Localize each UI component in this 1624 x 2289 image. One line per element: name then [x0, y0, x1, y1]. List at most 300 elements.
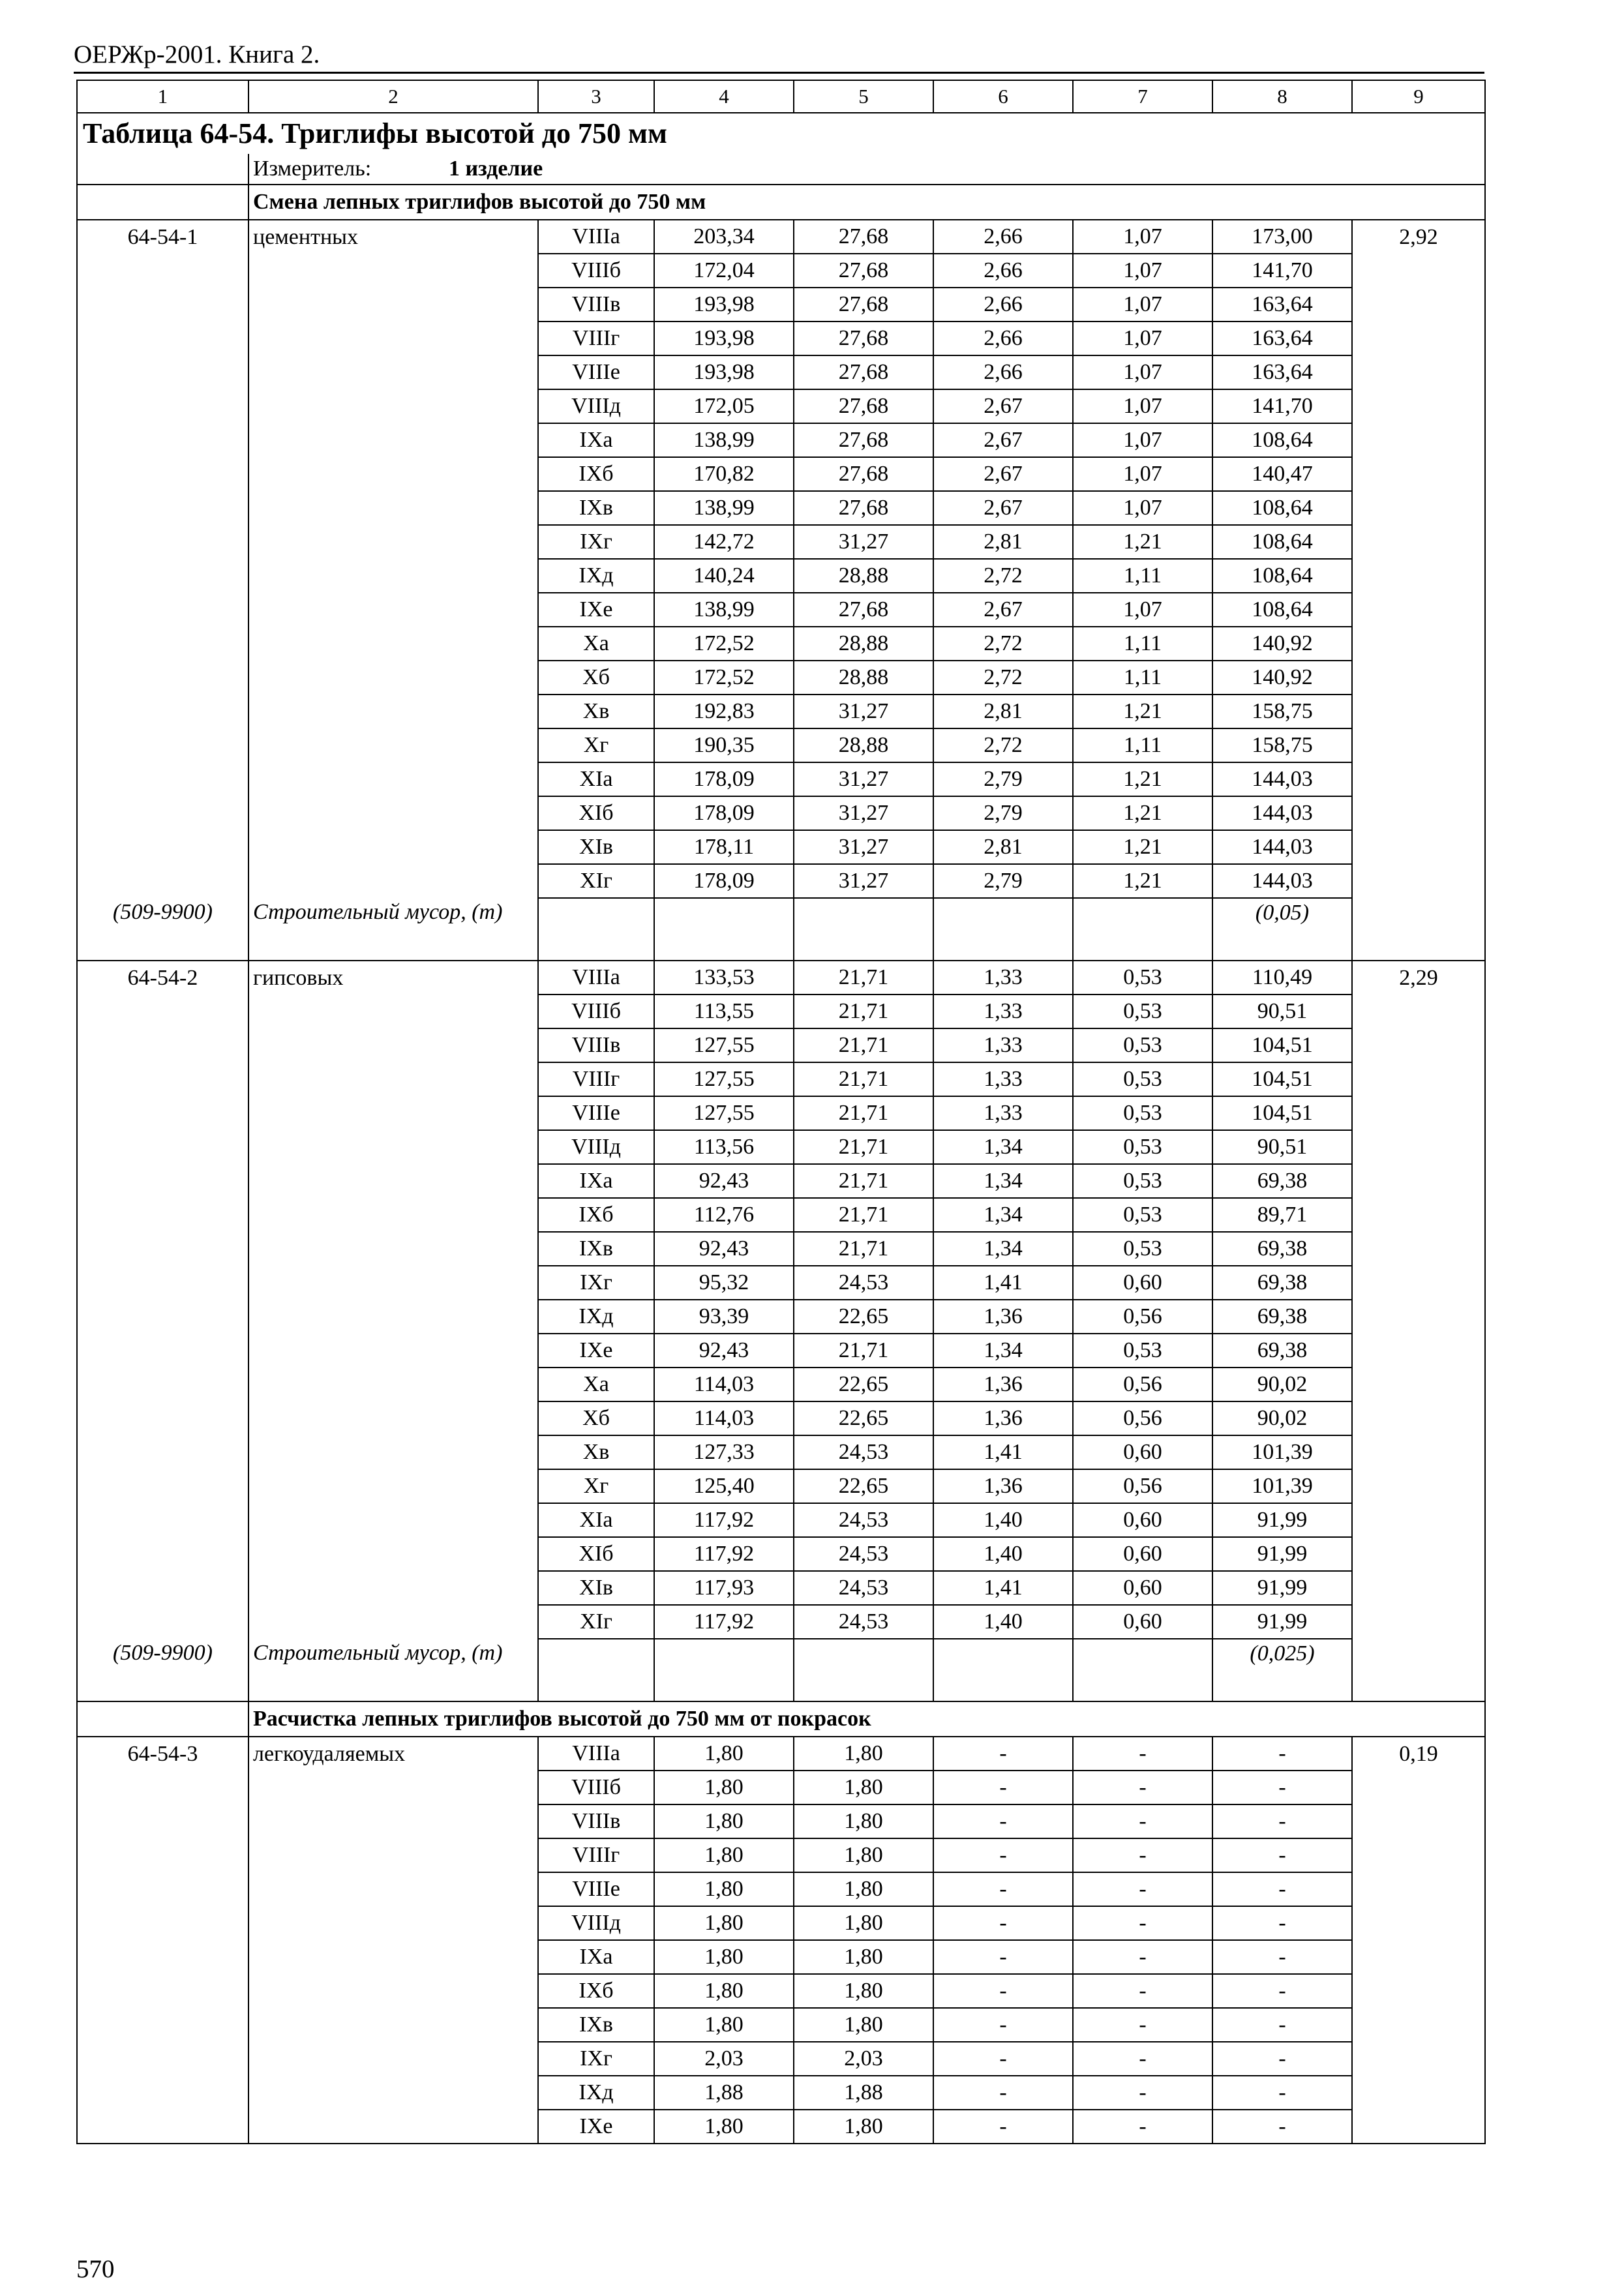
rate-code — [77, 1838, 248, 1872]
col9-value — [1352, 1198, 1485, 1232]
rate-code — [77, 864, 248, 898]
value-cell: 0,60 — [1073, 1435, 1212, 1469]
table-row — [77, 1737, 1485, 1771]
value-cell: 140,92 — [1212, 627, 1352, 661]
value-cell: 1,36 — [933, 1401, 1073, 1435]
col9-value — [1352, 864, 1485, 898]
rate-name — [248, 1838, 538, 1872]
zone-cell: Xб — [538, 1401, 654, 1435]
column-number: 1 — [77, 80, 248, 113]
value-cell: 21,71 — [794, 1164, 933, 1198]
value-cell: 1,34 — [933, 1334, 1073, 1368]
rate-code — [77, 1974, 248, 2008]
rate-name — [248, 559, 538, 593]
value-cell: 90,02 — [1212, 1401, 1352, 1435]
rate-name: легкоудаляемых — [248, 1737, 538, 1771]
empty-cell — [794, 898, 933, 961]
zone-cell: IXа — [538, 423, 654, 457]
col9-value — [1352, 254, 1485, 288]
table-row — [77, 961, 1485, 995]
value-cell: 27,68 — [794, 423, 933, 457]
value-cell: 2,81 — [933, 695, 1073, 728]
table-row — [77, 1469, 1485, 1503]
zone-cell: VIIIд — [538, 389, 654, 423]
column-number: 4 — [654, 80, 794, 113]
col9-value — [1352, 288, 1485, 322]
rate-code — [77, 2042, 248, 2076]
table-row — [77, 1605, 1485, 1639]
table-row — [77, 593, 1485, 627]
zone-cell: VIIIв — [538, 1804, 654, 1838]
value-cell: 178,09 — [654, 762, 794, 796]
value-cell: 0,53 — [1073, 961, 1212, 995]
rate-code — [77, 627, 248, 661]
value-cell: 1,80 — [794, 2110, 933, 2144]
rate-name — [248, 1130, 538, 1164]
value-cell: 158,75 — [1212, 728, 1352, 762]
value-cell: - — [1212, 1771, 1352, 1804]
zone-cell: Xб — [538, 661, 654, 695]
value-cell: 0,56 — [1073, 1401, 1212, 1435]
zone-cell: XIг — [538, 864, 654, 898]
rate-code: 64-54-2 — [77, 961, 248, 995]
value-cell: 0,56 — [1073, 1469, 1212, 1503]
value-cell: 1,36 — [933, 1368, 1073, 1401]
value-cell: 117,92 — [654, 1605, 794, 1639]
value-cell: 2,66 — [933, 288, 1073, 322]
table-row — [77, 491, 1485, 525]
trash-code-cell — [77, 1639, 248, 1701]
value-cell: 2,66 — [933, 220, 1073, 254]
trash-name: Строительный мусор, (т) — [253, 1641, 503, 1665]
value-cell: - — [1212, 1838, 1352, 1872]
rate-code — [77, 389, 248, 423]
value-cell: 1,33 — [933, 1062, 1073, 1096]
value-cell: 1,33 — [933, 995, 1073, 1028]
zone-cell: VIIIа — [538, 1737, 654, 1771]
value-cell: 27,68 — [794, 322, 933, 355]
col9-value — [1352, 1232, 1485, 1266]
value-cell: 21,71 — [794, 1096, 933, 1130]
value-cell: 91,99 — [1212, 1571, 1352, 1605]
value-cell: - — [1212, 2110, 1352, 2144]
col9-value — [1352, 322, 1485, 355]
value-cell: 117,92 — [654, 1537, 794, 1571]
col9-value — [1352, 2008, 1485, 2042]
column-number: 3 — [538, 80, 654, 113]
col9-value — [1352, 457, 1485, 491]
value-cell: - — [1073, 2042, 1212, 2076]
rate-name — [248, 627, 538, 661]
zone-cell: XIв — [538, 1571, 654, 1605]
value-cell: 27,68 — [794, 457, 933, 491]
value-cell: 1,11 — [1073, 728, 1212, 762]
value-cell: 69,38 — [1212, 1300, 1352, 1334]
value-cell: 138,99 — [654, 491, 794, 525]
value-cell: 21,71 — [794, 995, 933, 1028]
table-row — [77, 355, 1485, 389]
zone-cell: IXа — [538, 1940, 654, 1974]
value-cell: 193,98 — [654, 322, 794, 355]
rate-code — [77, 830, 248, 864]
value-cell: 140,47 — [1212, 457, 1352, 491]
value-cell: 101,39 — [1212, 1435, 1352, 1469]
value-cell: 114,03 — [654, 1368, 794, 1401]
zone-cell: VIIIг — [538, 1838, 654, 1872]
table-row — [77, 1028, 1485, 1062]
table-row — [77, 1401, 1485, 1435]
table-row — [77, 762, 1485, 796]
value-cell: 1,33 — [933, 961, 1073, 995]
value-cell: - — [1212, 1737, 1352, 1771]
table-row — [77, 2076, 1485, 2110]
col9-value — [1352, 1300, 1485, 1334]
value-cell: 27,68 — [794, 288, 933, 322]
empty-cell — [794, 1639, 933, 1701]
rate-code — [77, 254, 248, 288]
value-cell: 1,07 — [1073, 288, 1212, 322]
col9-value — [1352, 1605, 1485, 1639]
rate-name — [248, 288, 538, 322]
value-cell: 2,79 — [933, 762, 1073, 796]
rate-code — [77, 457, 248, 491]
table-title: Таблица 64-54. Триглифы высотой до 750 мм — [77, 113, 1485, 154]
col9-value — [1352, 796, 1485, 830]
value-cell: 1,07 — [1073, 593, 1212, 627]
rate-code — [77, 661, 248, 695]
table-row — [77, 322, 1485, 355]
col9-value — [1352, 593, 1485, 627]
value-cell: - — [933, 1940, 1073, 1974]
rate-name — [248, 322, 538, 355]
value-cell: 104,51 — [1212, 1096, 1352, 1130]
value-cell: - — [1073, 1974, 1212, 2008]
value-cell: 24,53 — [794, 1266, 933, 1300]
page-header: ОЕРЖр-2001. Книга 2. — [74, 40, 320, 68]
rate-name — [248, 2110, 538, 2144]
table-row — [77, 864, 1485, 898]
value-cell: 113,55 — [654, 995, 794, 1028]
table-row — [77, 2110, 1485, 2144]
value-cell: - — [1212, 1940, 1352, 1974]
section-spacer — [77, 185, 248, 220]
value-cell: 108,64 — [1212, 559, 1352, 593]
zone-cell: IXг — [538, 2042, 654, 2076]
zone-cell: IXе — [538, 593, 654, 627]
value-cell: 2,72 — [933, 661, 1073, 695]
rate-name — [248, 2076, 538, 2110]
col9-value — [1352, 1130, 1485, 1164]
zone-cell: IXв — [538, 491, 654, 525]
value-cell: - — [933, 2076, 1073, 2110]
rate-name — [248, 355, 538, 389]
value-cell: 93,39 — [654, 1300, 794, 1334]
table-title-row — [77, 113, 1485, 154]
trash-code: (509-9900) — [113, 900, 213, 924]
table-row — [77, 1334, 1485, 1368]
value-cell: - — [1073, 1940, 1212, 1974]
zone-cell: IXб — [538, 1974, 654, 2008]
rate-code — [77, 1062, 248, 1096]
rate-code — [77, 1872, 248, 1906]
value-cell: 2,66 — [933, 355, 1073, 389]
value-cell: - — [1212, 2076, 1352, 2110]
value-cell: 24,53 — [794, 1435, 933, 1469]
measure-value: 1 изделие — [449, 157, 543, 181]
col9-value — [1352, 2110, 1485, 2144]
value-cell: - — [933, 1804, 1073, 1838]
table-row — [77, 695, 1485, 728]
rate-name — [248, 1096, 538, 1130]
rate-name — [248, 1503, 538, 1537]
value-cell: 1,21 — [1073, 762, 1212, 796]
rate-code — [77, 1537, 248, 1571]
value-cell: 2,79 — [933, 796, 1073, 830]
value-cell: 1,21 — [1073, 695, 1212, 728]
trash-value-cell — [1212, 1639, 1352, 1701]
zone-cell: VIIIв — [538, 288, 654, 322]
col9-empty — [1352, 1639, 1485, 1701]
value-cell: - — [933, 1838, 1073, 1872]
table-row — [77, 1771, 1485, 1804]
column-number: 5 — [794, 80, 933, 113]
rate-code — [77, 1469, 248, 1503]
rate-code — [77, 593, 248, 627]
empty-cell — [538, 1639, 654, 1701]
zone-cell: IXд — [538, 559, 654, 593]
value-cell: 27,68 — [794, 491, 933, 525]
value-cell: 1,80 — [654, 2008, 794, 2042]
rate-code — [77, 796, 248, 830]
value-cell: 2,81 — [933, 525, 1073, 559]
value-cell: 21,71 — [794, 1334, 933, 1368]
zone-cell: VIIIе — [538, 355, 654, 389]
col9-value — [1352, 1469, 1485, 1503]
table-row — [77, 2008, 1485, 2042]
rate-code — [77, 1605, 248, 1639]
rate-code — [77, 1198, 248, 1232]
rate-code — [77, 1571, 248, 1605]
value-cell: - — [933, 2110, 1073, 2144]
rate-code — [77, 1334, 248, 1368]
value-cell: 90,51 — [1212, 1130, 1352, 1164]
table-row — [77, 559, 1485, 593]
value-cell: 1,80 — [794, 1838, 933, 1872]
value-cell: 0,60 — [1073, 1605, 1212, 1639]
value-cell: - — [933, 1872, 1073, 1906]
value-cell: - — [1212, 1974, 1352, 2008]
rate-name — [248, 1164, 538, 1198]
value-cell: 91,99 — [1212, 1537, 1352, 1571]
trash-value: (0,025) — [1250, 1641, 1315, 1666]
rate-code — [77, 1906, 248, 1940]
zone-cell: IXд — [538, 2076, 654, 2110]
value-cell: 28,88 — [794, 661, 933, 695]
value-cell: 21,71 — [794, 1198, 933, 1232]
zone-cell: VIIIе — [538, 1096, 654, 1130]
zone-cell: Xг — [538, 1469, 654, 1503]
rate-code — [77, 1804, 248, 1838]
rate-name — [248, 1469, 538, 1503]
value-cell: 0,53 — [1073, 1096, 1212, 1130]
value-cell: - — [1073, 1737, 1212, 1771]
value-cell: 2,66 — [933, 254, 1073, 288]
rate-name: цементных — [248, 220, 538, 254]
value-cell: 21,71 — [794, 1130, 933, 1164]
rate-code — [77, 1401, 248, 1435]
measure-cell — [248, 154, 1485, 185]
col9-value — [1352, 559, 1485, 593]
value-cell: 1,80 — [654, 1804, 794, 1838]
value-cell: - — [933, 1737, 1073, 1771]
col9-value: 2,29 — [1352, 961, 1485, 995]
value-cell: 22,65 — [794, 1368, 933, 1401]
value-cell: 92,43 — [654, 1334, 794, 1368]
rate-code — [77, 559, 248, 593]
value-cell: - — [1073, 1872, 1212, 1906]
value-cell: 170,82 — [654, 457, 794, 491]
value-cell: 203,34 — [654, 220, 794, 254]
col9-value — [1352, 491, 1485, 525]
value-cell: 104,51 — [1212, 1028, 1352, 1062]
col9-value — [1352, 1906, 1485, 1940]
value-cell: 108,64 — [1212, 593, 1352, 627]
value-cell: 22,65 — [794, 1469, 933, 1503]
value-cell: 1,21 — [1073, 864, 1212, 898]
value-cell: 1,80 — [654, 1906, 794, 1940]
price-table — [76, 80, 1486, 2144]
value-cell: 2,67 — [933, 491, 1073, 525]
section-row — [77, 185, 1485, 220]
col9-value — [1352, 1804, 1485, 1838]
rate-name — [248, 995, 538, 1028]
value-cell: 27,68 — [794, 355, 933, 389]
zone-cell: IXв — [538, 2008, 654, 2042]
rate-code — [77, 1028, 248, 1062]
value-cell: - — [933, 1771, 1073, 1804]
value-cell: 172,52 — [654, 627, 794, 661]
rate-code — [77, 2110, 248, 2144]
value-cell: 92,43 — [654, 1164, 794, 1198]
value-cell: 127,55 — [654, 1096, 794, 1130]
value-cell: - — [1212, 2042, 1352, 2076]
table-row — [77, 1804, 1485, 1838]
value-cell: 178,09 — [654, 864, 794, 898]
rate-code — [77, 1940, 248, 1974]
rate-name — [248, 1906, 538, 1940]
value-cell: 91,99 — [1212, 1503, 1352, 1537]
value-cell: 27,68 — [794, 220, 933, 254]
value-cell: 117,93 — [654, 1571, 794, 1605]
value-cell: 144,03 — [1212, 796, 1352, 830]
value-cell: - — [1073, 2008, 1212, 2042]
table-row — [77, 1974, 1485, 2008]
rate-name — [248, 389, 538, 423]
zone-cell: XIб — [538, 1537, 654, 1571]
table-row — [77, 254, 1485, 288]
rate-code — [77, 2008, 248, 2042]
value-cell: 1,80 — [654, 1974, 794, 2008]
col9-value — [1352, 1266, 1485, 1300]
empty-cell — [1073, 1639, 1212, 1701]
value-cell: 140,24 — [654, 559, 794, 593]
col9-value — [1352, 355, 1485, 389]
value-cell: 1,21 — [1073, 830, 1212, 864]
value-cell: 24,53 — [794, 1605, 933, 1639]
value-cell: 28,88 — [794, 559, 933, 593]
rate-name — [248, 1940, 538, 1974]
col9-value: 0,19 — [1352, 1737, 1485, 1771]
zone-cell: VIIIа — [538, 220, 654, 254]
value-cell: 1,80 — [794, 2008, 933, 2042]
value-cell: 92,43 — [654, 1232, 794, 1266]
zone-cell: VIIIг — [538, 322, 654, 355]
value-cell: 2,79 — [933, 864, 1073, 898]
table-row — [77, 1435, 1485, 1469]
value-cell: 178,11 — [654, 830, 794, 864]
col9-value — [1352, 1062, 1485, 1096]
value-cell: 193,98 — [654, 355, 794, 389]
zone-cell: IXг — [538, 1266, 654, 1300]
rate-code — [77, 1232, 248, 1266]
zone-cell: VIIIг — [538, 1062, 654, 1096]
value-cell: 95,32 — [654, 1266, 794, 1300]
section-title: Расчистка лепных триглифов высотой до 750 мм от покрасок — [248, 1701, 1485, 1737]
value-cell: 1,80 — [654, 2110, 794, 2144]
rate-name — [248, 864, 538, 898]
zone-cell: Xа — [538, 627, 654, 661]
rate-name — [248, 695, 538, 728]
col9-value — [1352, 728, 1485, 762]
value-cell: 1,11 — [1073, 559, 1212, 593]
col9-value — [1352, 830, 1485, 864]
value-cell: 27,68 — [794, 389, 933, 423]
rate-code — [77, 1266, 248, 1300]
value-cell: 1,07 — [1073, 457, 1212, 491]
table-row — [77, 1164, 1485, 1198]
rate-name — [248, 1571, 538, 1605]
value-cell: 108,64 — [1212, 525, 1352, 559]
rate-name — [248, 423, 538, 457]
value-cell: 1,80 — [794, 1804, 933, 1838]
table-row — [77, 995, 1485, 1028]
value-cell: 2,67 — [933, 457, 1073, 491]
rate-name — [248, 1974, 538, 2008]
col9-value — [1352, 1435, 1485, 1469]
rate-code — [77, 1771, 248, 1804]
value-cell: 1,88 — [654, 2076, 794, 2110]
trash-row — [77, 898, 1485, 961]
value-cell: 1,11 — [1073, 661, 1212, 695]
zone-cell: VIIIд — [538, 1906, 654, 1940]
zone-cell: XIб — [538, 796, 654, 830]
value-cell: 178,09 — [654, 796, 794, 830]
value-cell: 158,75 — [1212, 695, 1352, 728]
value-cell: 2,81 — [933, 830, 1073, 864]
value-cell: 2,03 — [794, 2042, 933, 2076]
value-cell: 1,07 — [1073, 389, 1212, 423]
trash-code: (509-9900) — [113, 1641, 213, 1665]
table-row — [77, 1232, 1485, 1266]
table-row — [77, 525, 1485, 559]
value-cell: 0,60 — [1073, 1537, 1212, 1571]
value-cell: 22,65 — [794, 1401, 933, 1435]
col9-value — [1352, 1028, 1485, 1062]
value-cell: 172,05 — [654, 389, 794, 423]
value-cell: 2,72 — [933, 627, 1073, 661]
value-cell: 89,71 — [1212, 1198, 1352, 1232]
value-cell: 192,83 — [654, 695, 794, 728]
